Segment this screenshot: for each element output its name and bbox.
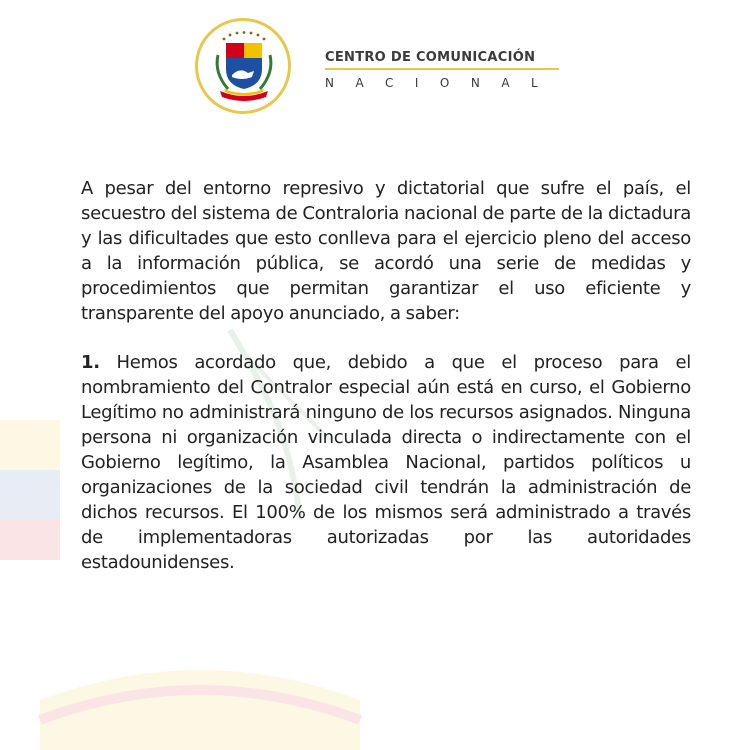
item-1-text: Hemos acordado que, debido a que el proceso para el nombramiento del Contralor especial aún está en curso, el Gobierno Legítimo no administrará ninguno de los recursos asignados. Ninguna persona ni organización vinculada directa o indirectamente con el Gobierno legítimo, la Asamblea Nacional, partidos políticos u organizaciones de la sociedad civil tendrán la administración de dichos recursos. El 100% de los mismos será administrado a través de implementadoras autorizadas por las autoridades estadounidenses. [81, 352, 691, 573]
intro-paragraph: A pesar del entorno represivo y dictatorial que sufre el país, el secuestro del sistema de Contraloria nacional de parte de la dictadura y las dificultades que esto conlleva para el ejercicio pleno del acceso a la información pública, se acordó una serie de medidas y procedimientos que permitan garantizar el uso eficiente y transparente del apoyo anunciado, a saber: [81, 178, 691, 324]
org-name-line1: CENTRO DE COMUNICACIÓN [325, 50, 559, 70]
item-1-number: 1. [81, 352, 100, 373]
coat-of-arms-logo [195, 18, 291, 114]
organization-name [325, 50, 559, 90]
org-name-line2: NACIONAL [325, 76, 560, 90]
statement-text [81, 176, 691, 575]
header [195, 18, 560, 118]
item-1-paragraph [81, 350, 691, 575]
